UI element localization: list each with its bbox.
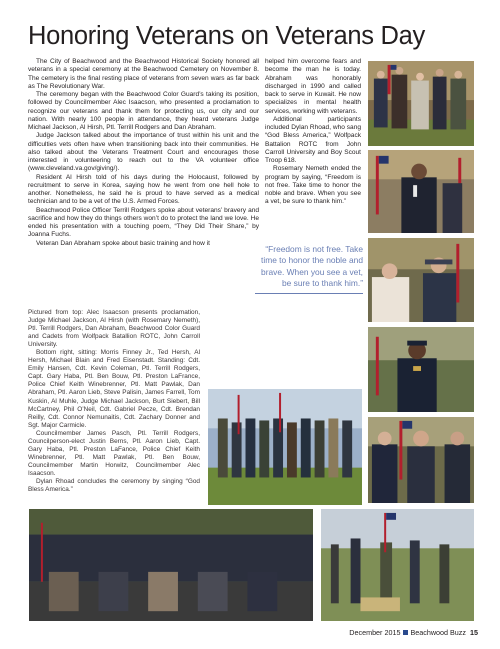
photo-proclamation — [367, 60, 475, 147]
pull-quote: “Freedom is not free. Take time to honor the noble and brave. When you see a vet, be sure to thank him.” — [255, 244, 363, 294]
article-paragraph: Additional participants included Dylan Rhoad, who sang “God Bless America,” Wolfpack Battalion ROTC from John Carroll University and Boy Scout Troop 618. — [265, 115, 361, 164]
article-paragraph: Veteran Dan Abraham spoke about basic training and how it — [36, 239, 210, 247]
page-number: 15 — [470, 628, 478, 637]
square-bullet-icon — [403, 630, 408, 635]
caption-paragraph: Dylan Rhoad concludes the ceremony by singing “God Bless America.” — [28, 477, 200, 494]
article-paragraph: The ceremony began with the Beachwood Color Guard’s taking its position, followed by Councilmember Alec Isaacson, who presented a proclamation to recognize our veterans and thank them for protecting us, our city and our nation. With nearly 100 people in attendance, they heard veterans Judge Michael Jackson, Al Hirsh, Ptl. Terrill Rodgers and Dan Abraham. — [28, 91, 259, 131]
article-paragraph: Rosemary Nemeth ended the program by saying, “Freedom is not free. Take time to honor the noble and brave. When you see a vet, be sure to thank him.” — [265, 165, 361, 206]
article-paragraph: Resident Al Hirsh told of his days during the Holocaust, followed by recruitment to serve in Korea, saying how he went from one hell hole to another. Nonetheless, he said he is proud to have served as a medical technician and to be a vet of the U.S. Armed Forces. — [28, 173, 259, 206]
photo-dylan-rhoad — [320, 508, 475, 622]
caption-paragraph: Councilmember James Pasch, Ptl. Terrill Rodgers, Councilperson-elect Justin Berns, Ptl. Aaron Lieb, Capt. Gary Haba, Ptl. Preston LaFance, Police Chief Keith Winebrenner, Ptl. Matt Pawlak, Ptl. Ben Bouw, Councilmember Martin Horwitz, Councilmember Alec Isaacson. — [28, 429, 200, 477]
article-paragraph: helped him overcome fears and become the man he is today. Abraham was honorably discharged in 1990 and called back to serve in Kuwait. He now specializes in mental health services, working with veterans. — [265, 58, 361, 115]
footer-publication: Beachwood Buzz — [410, 628, 466, 637]
article-paragraph: Judge Jackson talked about the importance of trust within his unit and the difficulties vets often have when transitioning back into their communities. He also talked about the Veterans Treatment Court and encourages those interested in volunteering to reach out to the VA volunteer office (www.cleveland.va.gov/giving/). — [28, 132, 259, 173]
photo-color-guard — [207, 388, 363, 506]
photo-al-hirsh — [367, 237, 475, 323]
photo-judge-jackson — [367, 149, 475, 234]
photo-caption — [28, 309, 200, 494]
caption-paragraph: Bottom right, sitting: Morris Finney Jr., Ted Hersh, Al Hersh, Michael Blain and Fred Eisenstadt. Standing: Cdt. Emily Hansen, Cdt. Kevin Coleman, Ptl. Terrill Rodgers, Capt. Gary Haba, Ptl. Ben Bouw, Ptl. Preston LaFrance, Police Chief Keith Winebrenner, Ptl. Matt Pawlak, Dan Abraham, Ptl. Aaron Lieb, Steve Palisin, James Farrell, Tom Kuskin, Al Muhle, Judge Michael Jackson, Burt Siebert, Bill McCartney, Phil O’Neil, Cdt. Gabriel Pecze, Cdt. Brendan Reilly, Cdt. Connor Nemunaitis, Cdt. Zachary Donner and Sgt. Major Carmicle. — [28, 349, 200, 429]
caption-paragraph: Pictured from top: Alec Isaacson presents proclamation, Judge Michael Jackson, Al Hirsh (with Rosemary Nemeth), Ptl. Terrill Rodgers, Dan Abraham, Beachwood Color Guard and Cadets from Wolfpack Batallion ROTC, John Carroll University. — [28, 309, 200, 349]
article-column-left — [28, 58, 259, 248]
footer-date: December 2015 — [349, 628, 401, 637]
article-column-right — [265, 58, 361, 207]
article-paragraph: Beachwood Police Officer Terrill Rodgers spoke about veterans’ bravery and sacrifice and how they do things others won’t do to protect the land we love. He ended his presentation with a touching poem, “They Did Their Share,” by Joanna Fuchs. — [28, 206, 259, 239]
article-paragraph: The City of Beachwood and the Beachwood Historical Society honored all veterans in a special ceremony at the Beachwood Cemetery on November 8. The cemetery is the final resting place of veterans from seven wars as far back as The Revolutionary War. — [28, 58, 259, 90]
photo-terrill-rodgers — [367, 326, 475, 413]
photo-dan-abraham — [367, 416, 475, 504]
page-title: Honoring Veterans on Veterans Day — [28, 22, 425, 50]
page-footer — [318, 628, 478, 637]
photo-group-seated — [28, 508, 314, 622]
